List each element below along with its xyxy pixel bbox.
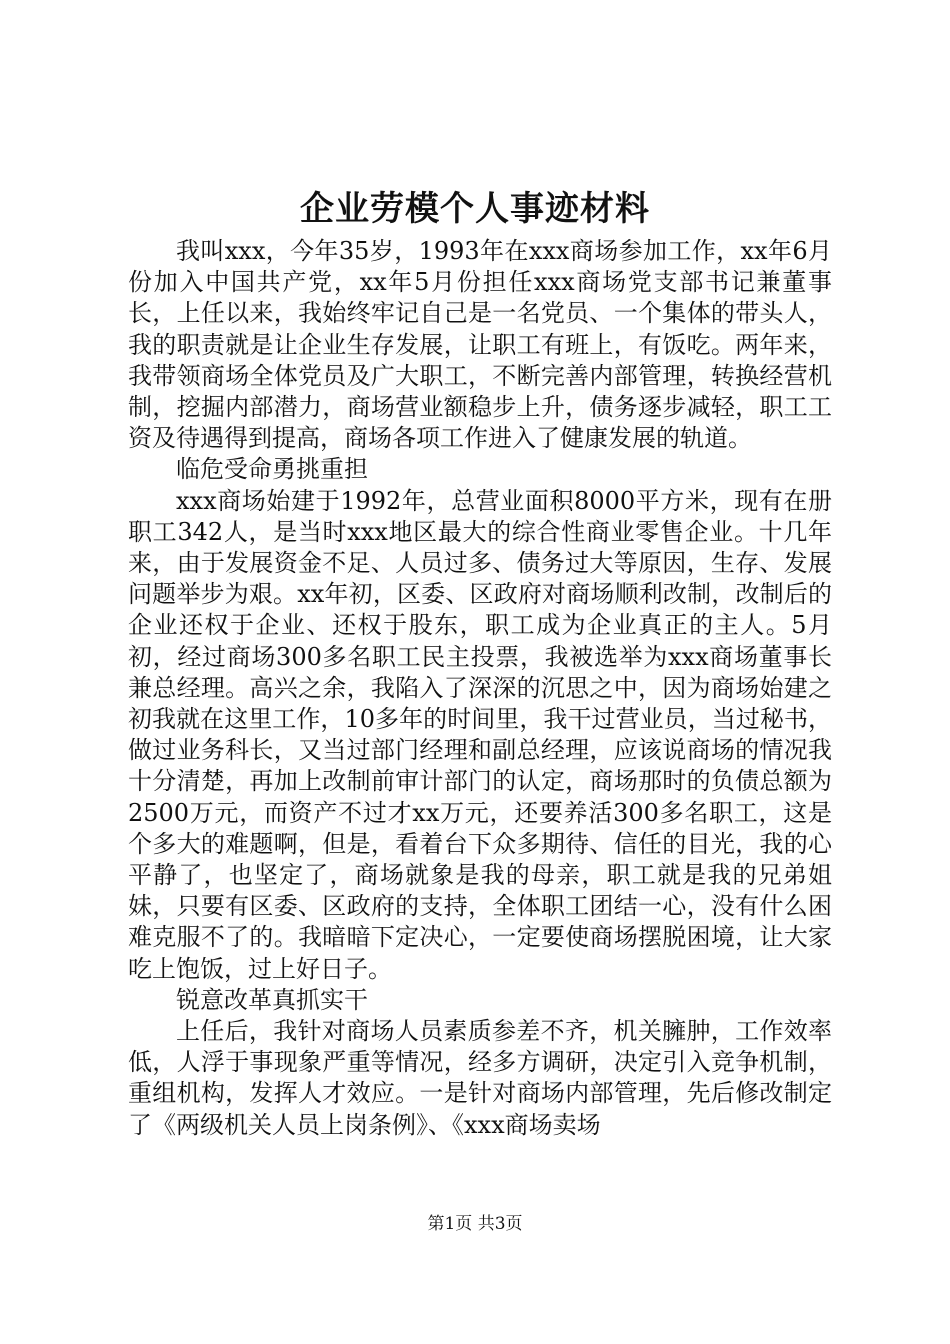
page-footer: 第1页 共3页 [427,1214,523,1234]
section-paragraph-2: 上任后，我针对商场人员素质参差不齐，机关臃肿，工作效率低，人浮于事现象严重等情况，经多方调研，决定引入竞争机制，重组机构，发挥人才效应。一是针对商场内部管理，先后修改制定了《两级机关人员上岗条例》、《xxx商场卖场 [128,1017,832,1139]
section-heading-1: 临危受命勇挑重担 [176,455,368,484]
document-body [128,236,832,1141]
intro-paragraph: 我叫xxx，今年35岁，1993年在xxx商场参加工作，xx年6月份加入中国共产党，xx年5月份担任xxx商场党支部书记兼董事长，上任以来，我始终牢记自己是一名党员、一个集体的带头人，我的职责就是让企业生存发展，让职工有班上，有饭吃。两年来，我带领商场全体党员及广大职工，不断完善内部管理，转换经营机制，挖掘内部潜力，商场营业额稳步上升，债务逐步减轻，职工工资及待遇得到提高，商场各项工作进入了健康发展的轨道。 [128,237,832,453]
section-heading-2: 锐意改革真抓实干 [176,985,368,1014]
section-paragraph-1: xxx商场始建于1992年，总营业面积8000平方米，现有在册职工342人，是当时xxx地区最大的综合性商业零售企业。十几年来，由于发展资金不足、人员过多、债务过大等原因，生存、发展问题举步为艰。xx年初，区委、区政府对商场顺利改制，改制后的企业还权于企业、还权于股东，职工成为企业真正的主人。5月初，经过商场300多名职工民主投票，我被选举为xxx商场董事长兼总经理。高兴之余，我陷入了深深的沉思之中，因为商场始建之初我就在这里工作，10多年的时间里，我干过营业员，当过秘书，做过业务科长，又当过部门经理和副总经理，应该说商场的情况我十分清楚，再加上改制前审计部门的认定，商场那时的负债总额为2500万元，而资产不过才xx万元，还要养活300多名职工，这是个多大的难题啊，但是，看着台下众多期待、信任的目光，我的心平静了，也坚定了，商场就象是我的母亲，职工就是我的兄弟姐妹，只要有区委、区政府的支持，全体职工团结一心，没有什么困难克服不了的。我暗暗下定决心，一定要使商场摆脱困境，让大家吃上饱饭，过上好日子。 [128,486,832,983]
document-title: 企业劳模个人事迹材料 [300,189,650,229]
